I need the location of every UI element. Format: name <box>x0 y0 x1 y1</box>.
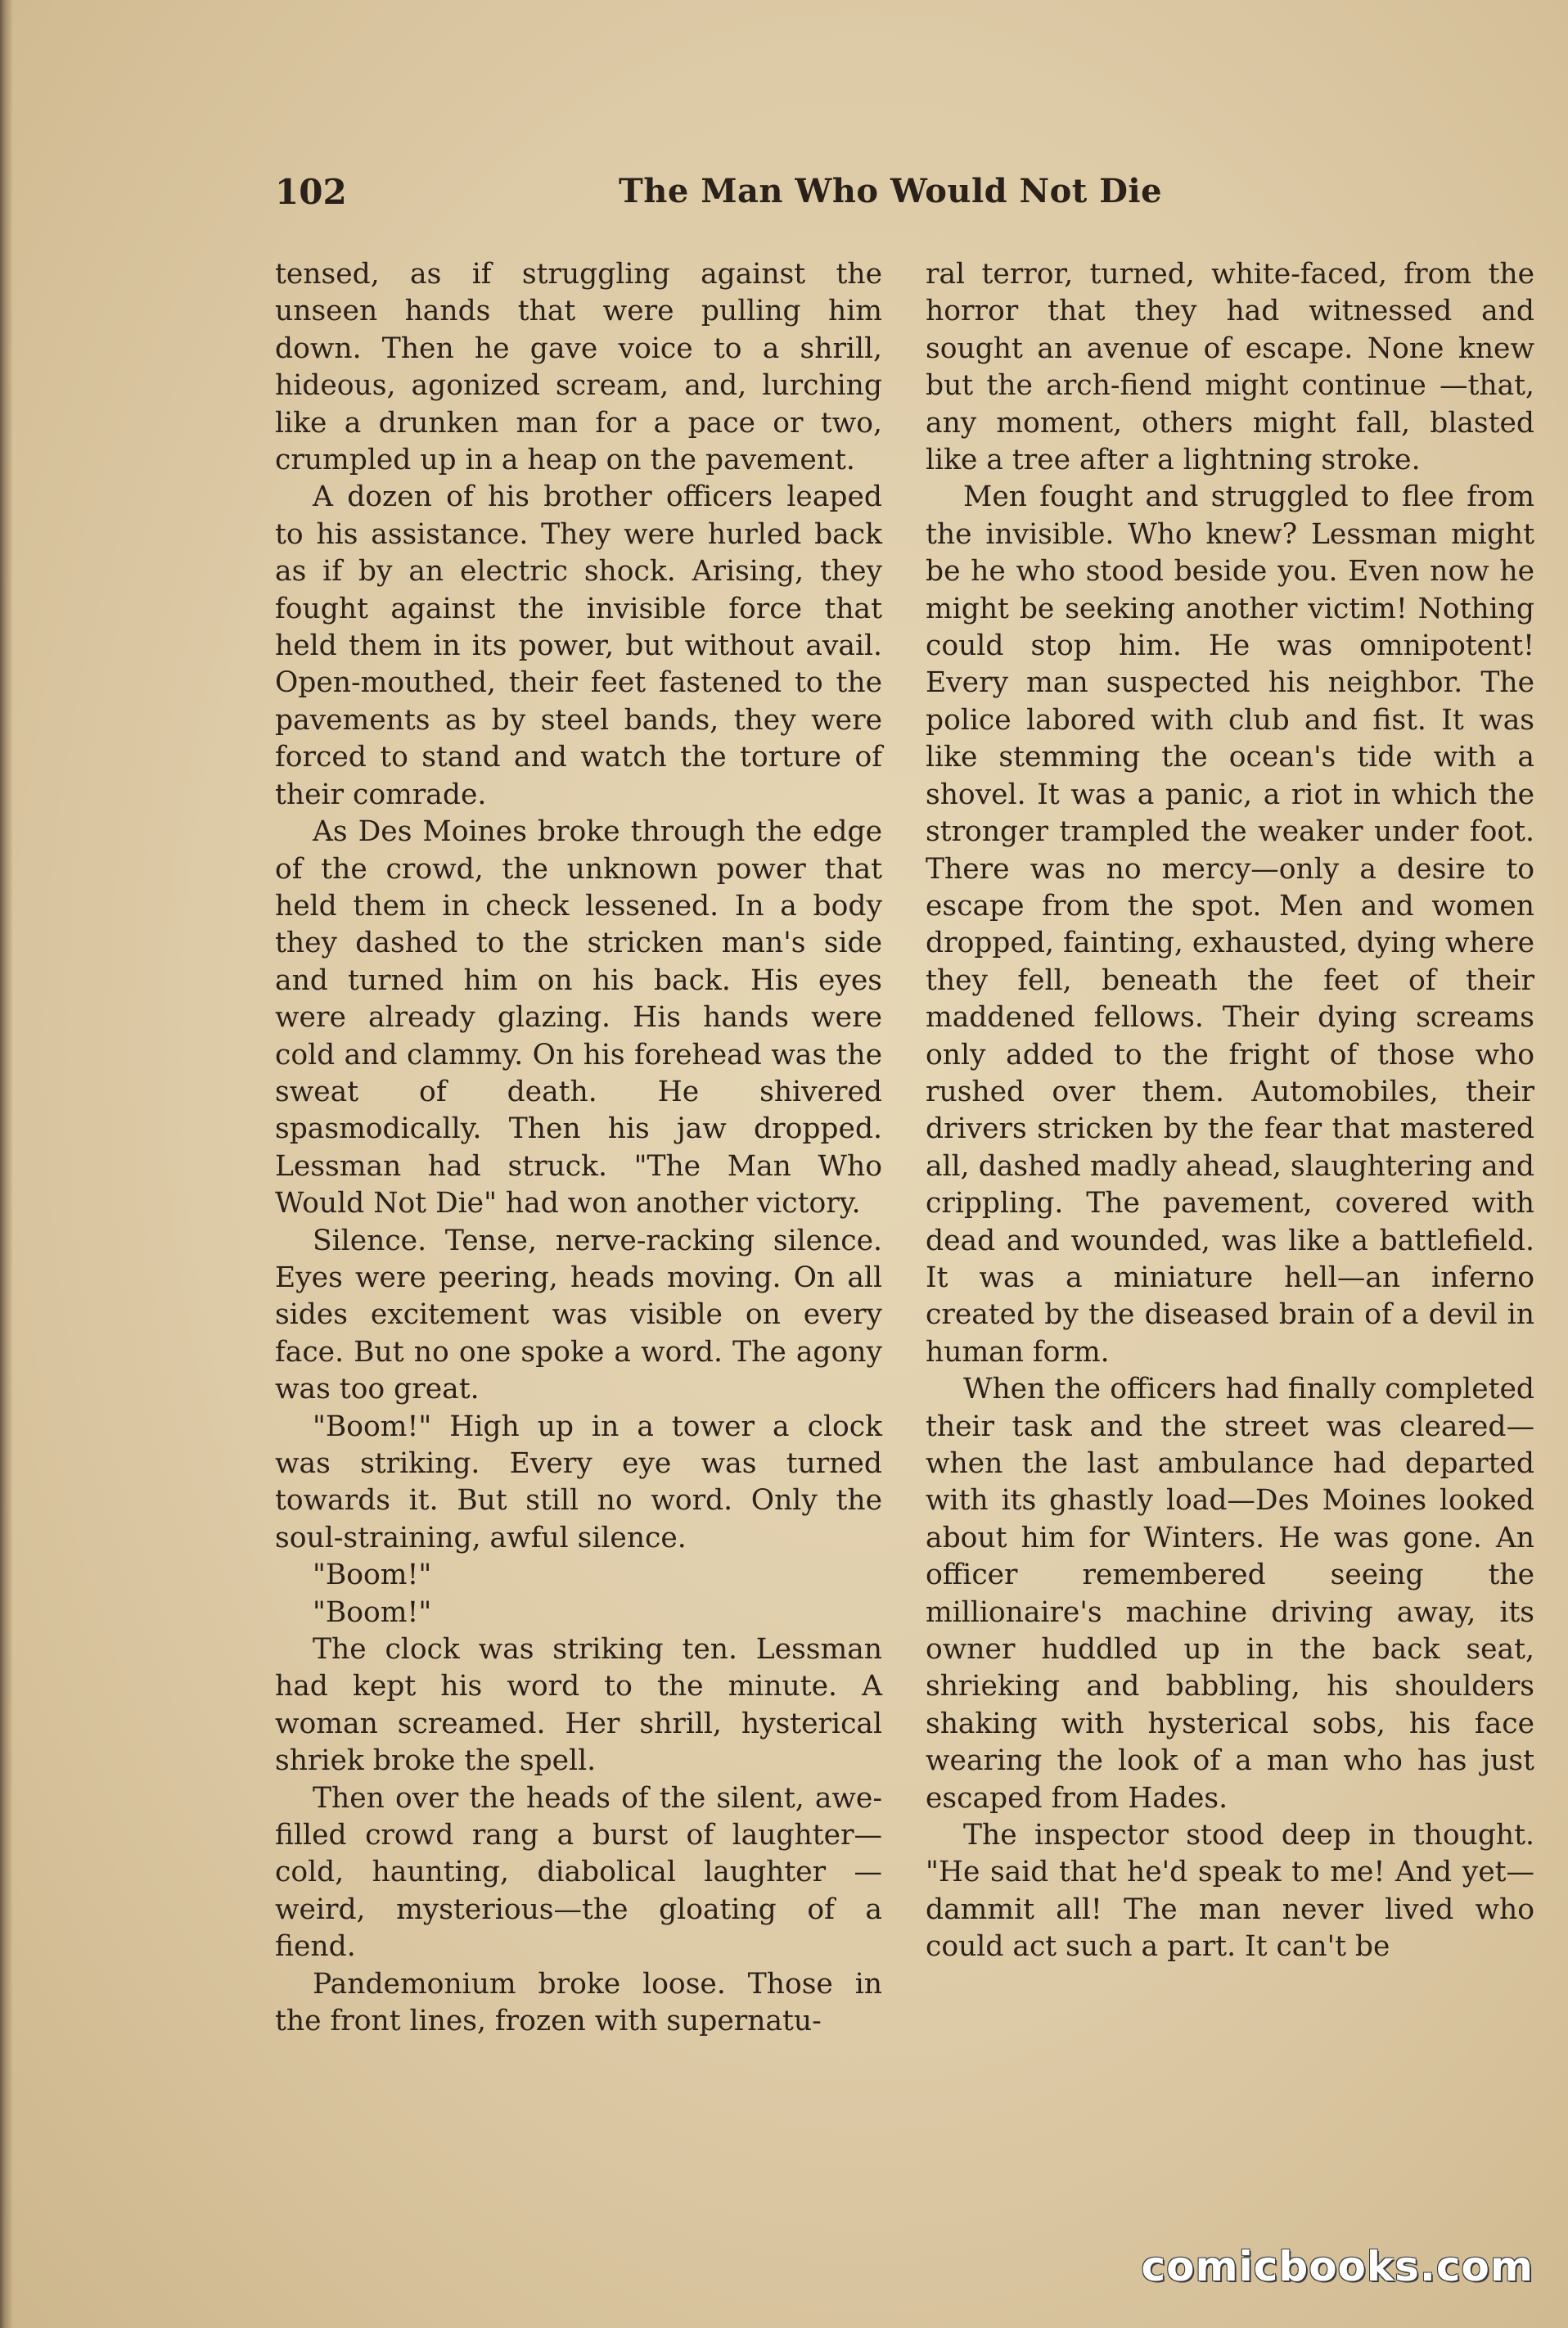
left-column <box>275 256 882 2041</box>
paragraph: A dozen of his brother officers leaped to his assistance. They were hurled back as if by an electric shock. Arising, they fought against the invisible force that held them in its power, but without avail. Open-mouthed, their feet fastened to the pavements as by steel bands, they were forced to stand and watch the torture of their comrade. <box>275 480 882 811</box>
running-header <box>275 172 1535 221</box>
paragraph: Pandemonium broke loose. Those in the front lines, frozen with supernatu- <box>275 1967 882 2038</box>
paragraph: The clock was striking ten. Lessman had kept his word to the minute. A woman screamed. Her shrill, hysterical shriek broke the spell. <box>275 1633 882 1778</box>
page-number: 102 <box>275 172 347 212</box>
paragraph: Men fought and struggled to flee from the invisible. Who knew? Lessman might be he who stood beside you. Even now he might be seeking another victim! Nothing could stop him. He was omnipotent! Every man suspected his neighbor. The police labored with club and fist. It was like stemming the ocean's tide with a shovel. It was a panic, a riot in which the stronger trampled the weaker under foot. There was no mercy—only a desire to escape from the spot. Men and women dropped, fainting, exhausted, dying where they fell, beneath the feet of their maddened fellows. Their dying screams only added to the fright of those who rushed over them. Automobiles, their drivers stricken by the fear that mastered all, dashed madly ahead, slaughtering and crippling. The pavement, covered with dead and wounded, was like a battlefield. It was a miniature hell—an inferno created by the diseased brain of a devil in human form. <box>926 480 1534 1369</box>
paragraph: ral terror, turned, white-faced, from the horror that they had witnessed and sought an avenue of escape. None knew but the arch-fiend might continue —that, any moment, others might fall, blasted like a tree after a lightning stroke. <box>926 258 1534 477</box>
running-title: The Man Who Would Not Die <box>619 172 1163 210</box>
paragraph: The inspector stood deep in thought. "He said that he'd speak to me! And yet—dammit all! The man never lived who could act such a part. It can't be <box>926 1819 1534 1964</box>
paragraph: tensed, as if struggling against the unseen hands that were pulling him down. Then he gave voice to a shrill, hideous, agonized scream, and, lurching like a drunken man for a pace or two, crumpled up in a heap on the pavement. <box>275 258 882 477</box>
page-edge-shadow <box>0 0 13 2328</box>
paragraph: When the officers had finally completed their task and the street was cleared—when the last ambulance had departed with its ghastly load—Des Moines looked about him for Winters. He was gone. An officer remembered seeing the millionaire's machine driving away, its owner huddled up in the back seat, shrieking and babbling, his shoulders shaking with hysterical sobs, his face wearing the look of a man who has just escaped from Hades. <box>926 1373 1534 1815</box>
right-column <box>926 256 1534 1966</box>
paragraph: "Boom!" High up in a tower a clock was striking. Every eye was turned towards it. But still no word. Only the soul-straining, awful silence. <box>275 1410 882 1554</box>
paragraph: Silence. Tense, nerve-racking silence. Eyes were peering, heads moving. On all sides excitement was visible on every face. But no one spoke a word. The agony was too great. <box>275 1224 882 1406</box>
paragraph: Then over the heads of the silent, awe-filled crowd rang a burst of laughter—cold, haunting, diabolical laughter —weird, mysterious—the gloating of a fiend. <box>275 1781 882 1964</box>
watermark-logo: comicbooks.com <box>1141 2243 1534 2290</box>
paragraph: "Boom!" <box>313 1595 432 1629</box>
paragraph: "Boom!" <box>313 1559 432 1592</box>
paragraph: As Des Moines broke through the edge of the crowd, the unknown power that held them in check lessened. In a body they dashed to the stricken man's side and turned him on his back. His eyes were already glazing. His hands were cold and clammy. On his forehead was the sweat of death. He shivered spasmodically. Then his jaw dropped. Lessman had struck. "The Man Who Would Not Die" had won another victory. <box>275 815 882 1220</box>
